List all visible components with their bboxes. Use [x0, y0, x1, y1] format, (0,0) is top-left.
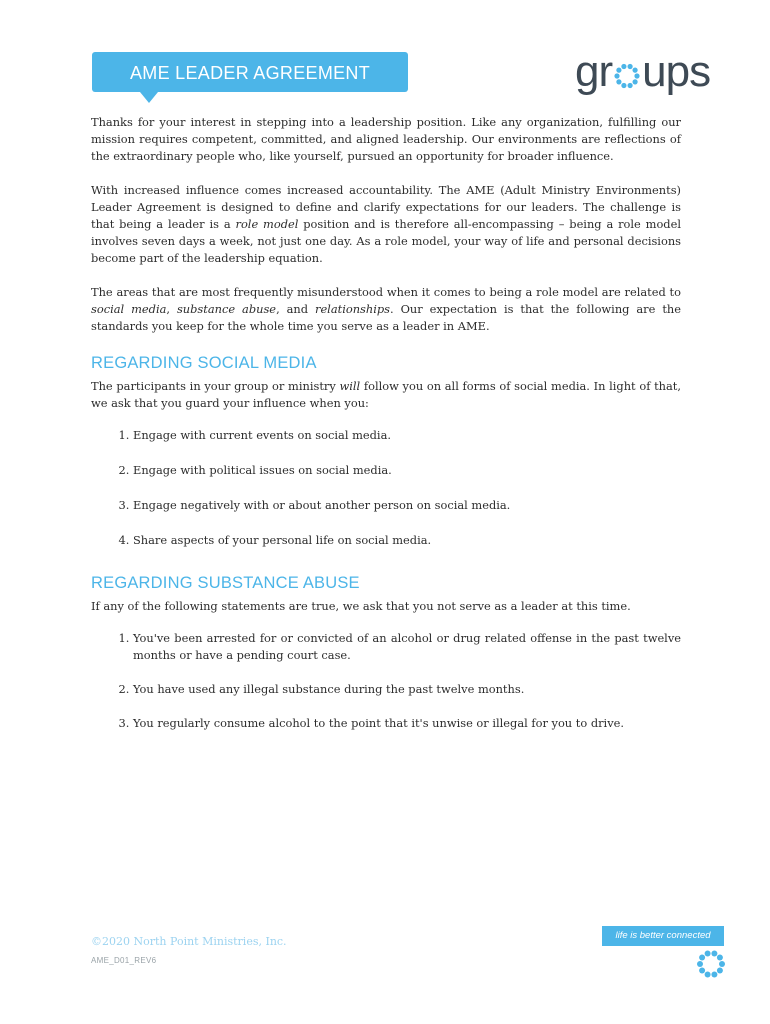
heading-substance-abuse: REGARDING SUBSTANCE ABUSE — [91, 574, 360, 592]
tagline-badge: life is better connected — [602, 926, 724, 946]
copyright-notice: ©2020 North Point Ministries, Inc. — [91, 935, 287, 948]
substance-abuse-intro: If any of the following statements are true, we ask that you not serve as a leader at this time. — [91, 599, 631, 613]
list-item: 3. Engage negatively with or about another person on social media. — [133, 497, 681, 514]
list-item: 4. Share aspects of your personal life on social media. — [133, 532, 681, 549]
list-item: 2. You have used any illegal substance during the past twelve months. — [133, 681, 681, 698]
banner-pointer — [140, 92, 158, 103]
emphasis-role-model: role model — [235, 217, 299, 231]
emphasis-social-media: social media — [91, 302, 167, 316]
social-media-list — [91, 427, 681, 549]
logo-ring-icon — [612, 50, 642, 94]
emphasis-relationships: relationships — [315, 302, 390, 316]
list-item: 1. You've been arrested for or convicted of an alcohol or drug related offense in the past twelve months or have a pending court case. — [133, 630, 681, 664]
list-item: 3. You regularly consume alcohol to the point that it's unwise or illegal for you to drive. — [133, 715, 681, 732]
logo-text-right: ups — [642, 47, 711, 96]
document-body — [91, 114, 681, 749]
list-item: 2. Engage with political issues on social media. — [133, 462, 681, 479]
intro-paragraph-2: With increased influence comes increased accountability. The AME (Adult Ministry Environments) Leader Agreement is designed to define and clarify expectations for our leaders. The challenge is that being a leader is a role model position and is therefore all-encompassing – being a role model involves seven days a week, not just one day. As a role model, your way of life and personal decisions become part of the leadership equation. — [91, 183, 681, 265]
social-media-intro: The participants in your group or ministry will follow you on all forms of social media. In light of that, we ask that you guard your influence when you: — [91, 379, 682, 410]
intro-paragraph-3: The areas that are most frequently misunderstood when it comes to being a role model are related to social media, substance abuse, and relationships. Our expectation is that the following are the standards you keep for the whole time you serve as a leader in AME. — [91, 285, 681, 333]
dot-ring-icon — [695, 948, 727, 980]
groups-logo — [575, 47, 735, 100]
heading-social-media: REGARDING SOCIAL MEDIA — [91, 354, 317, 372]
document-code: AME_D01_REV6 — [91, 956, 157, 965]
intro-paragraph-1: Thanks for your interest in stepping into a leadership position. Like any organization, fulfilling our mission requires competent, committed, and aligned leadership. Our environments are reflections of the extraordinary people who, like yourself, pursued an opportunity for broader influence. — [91, 115, 681, 163]
document-title: AME LEADER AGREEMENT — [129, 63, 371, 83]
substance-abuse-list — [91, 630, 681, 732]
emphasis-substance-abuse: substance abuse — [176, 302, 277, 316]
emphasis-will: will — [339, 379, 361, 393]
title-banner — [92, 52, 408, 92]
list-item: 1. Engage with current events on social media. — [133, 427, 681, 444]
logo-text-left: gr — [575, 47, 613, 96]
